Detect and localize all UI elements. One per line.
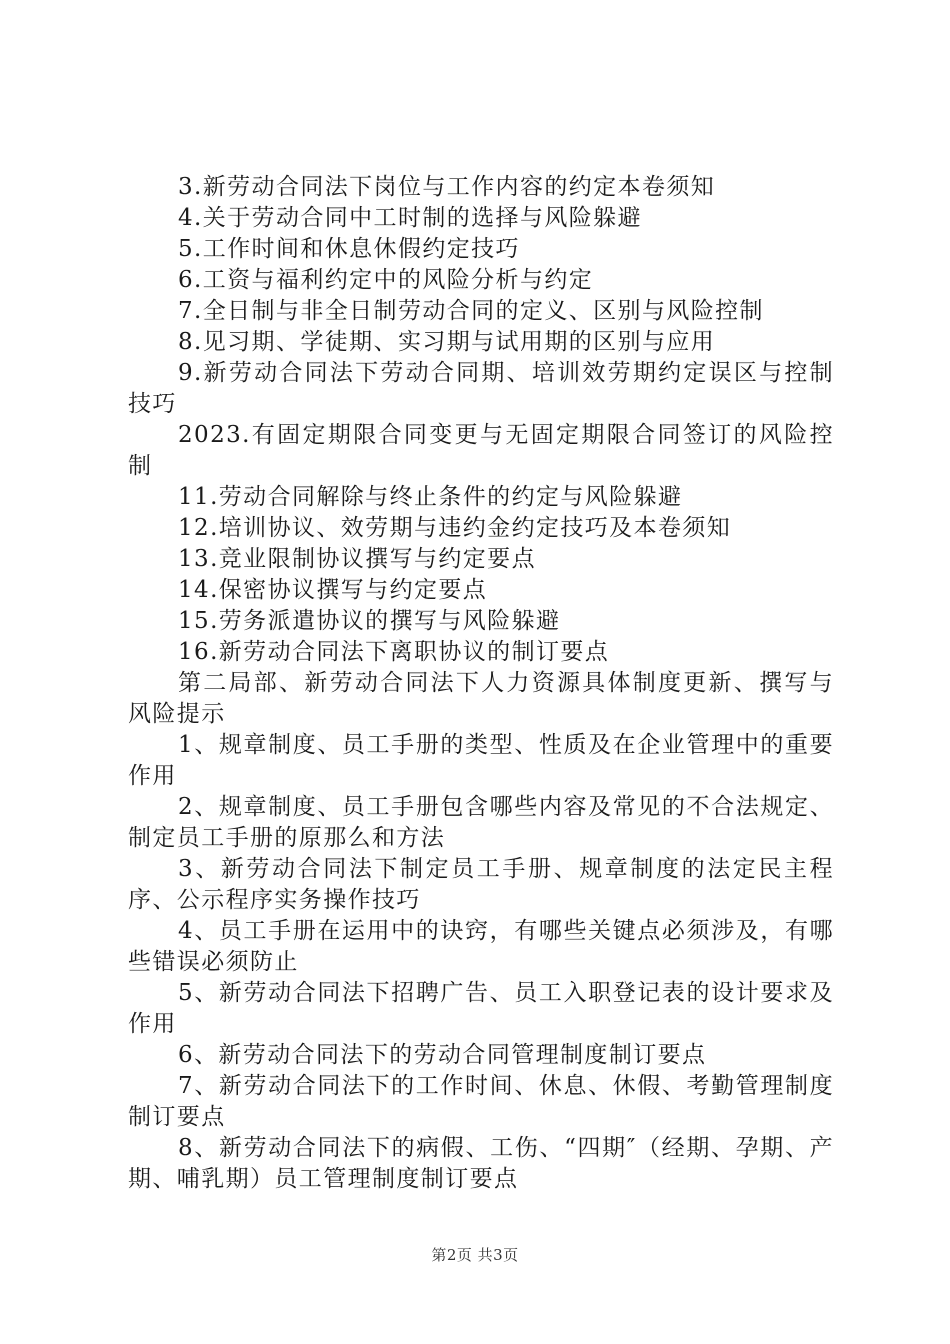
section-heading-part-two: 第二局部、新劳动合同法下人力资源具体制度更新、撰写与风险提示 (128, 670, 834, 727)
section-item-2: 2、规章制度、员工手册包含哪些内容及常见的不合法规定、制定员工手册的原那么和方法 (128, 794, 834, 851)
paragraph-item-12: 12.培训协议、效劳期与违约金约定技巧及本卷须知 (178, 515, 732, 541)
paragraph-item-6: 6.工资与福利约定中的风险分析与约定 (178, 267, 594, 293)
page-footer: 第2页 共3页 (431, 1246, 519, 1264)
paragraph-item-10: 2023.有固定期限合同变更与无固定期限合同签订的风险控制 (128, 422, 834, 479)
section-item-8: 8、新劳动合同法下的病假、工伤、“四期″（经期、孕期、产期、哺乳期）员工管理制度制订要点 (128, 1135, 834, 1192)
paragraph-item-11: 11.劳动合同解除与终止条件的约定与风险躲避 (178, 484, 683, 510)
paragraph-item-14: 14.保密协议撰写与约定要点 (178, 577, 488, 603)
paragraph-item-9: 9.新劳动合同法下劳动合同期、培训效劳期约定误区与控制技巧 (128, 360, 834, 417)
section-item-6: 6、新劳动合同法下的劳动合同管理制度制订要点 (178, 1042, 707, 1068)
paragraph-item-13: 13.竞业限制协议撰写与约定要点 (178, 546, 536, 572)
section-item-3: 3、新劳动合同法下制定员工手册、规章制度的法定民主程序、公示程序实务操作技巧 (128, 856, 834, 913)
paragraph-item-4: 4.关于劳动合同中工时制的选择与风险躲避 (178, 205, 642, 231)
paragraph-item-3: 3.新劳动合同法下岗位与工作内容的约定本卷须知 (178, 174, 716, 200)
section-item-5: 5、新劳动合同法下招聘广告、员工入职登记表的设计要求及作用 (128, 980, 834, 1037)
document-body (128, 172, 834, 1195)
section-item-4: 4、员工手册在运用中的诀窍，有哪些关键点必须涉及，有哪些错误必须防止 (128, 918, 834, 975)
paragraph-item-15: 15.劳务派遣协议的撰写与风险躲避 (178, 608, 561, 634)
paragraph-item-16: 16.新劳动合同法下离职协议的制订要点 (178, 639, 610, 665)
paragraph-item-5: 5.工作时间和休息休假约定技巧 (178, 236, 520, 262)
paragraph-item-7: 7.全日制与非全日制劳动合同的定义、区别与风险控制 (178, 298, 764, 324)
section-item-1: 1、规章制度、员工手册的类型、性质及在企业管理中的重要作用 (128, 732, 834, 789)
paragraph-item-8: 8.见习期、学徒期、实习期与试用期的区别与应用 (178, 329, 716, 355)
section-item-7: 7、新劳动合同法下的工作时间、休息、休假、考勤管理制度制订要点 (128, 1073, 834, 1130)
